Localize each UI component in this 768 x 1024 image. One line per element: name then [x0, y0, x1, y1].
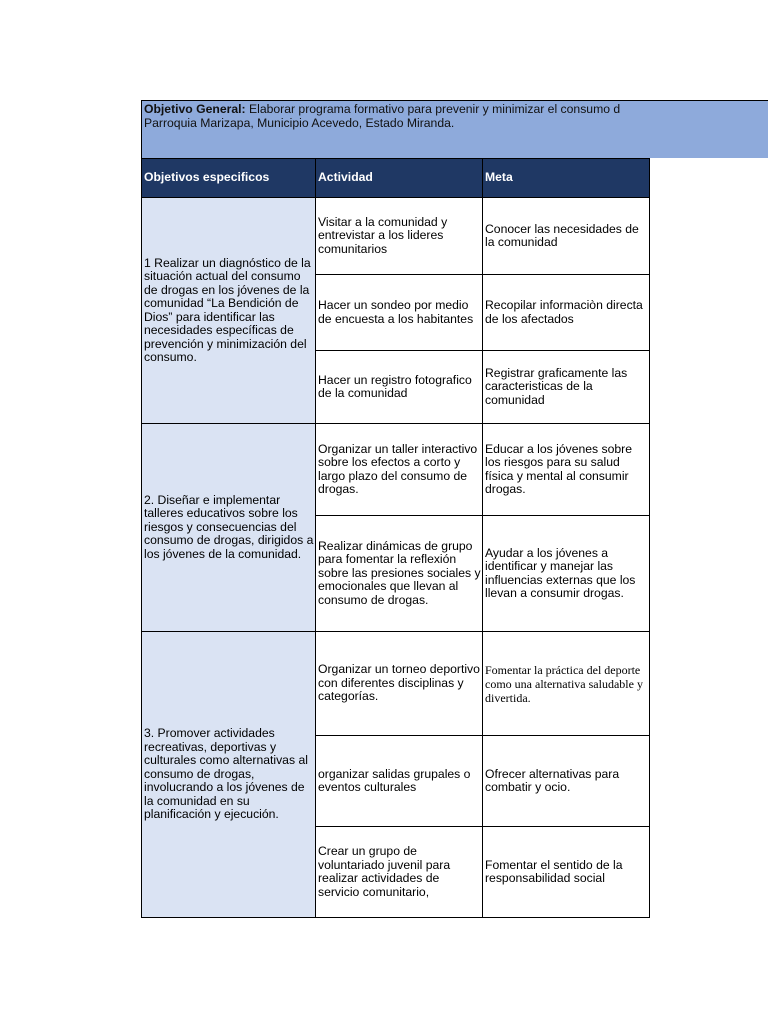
objetivo-general-banner — [141, 100, 768, 158]
table-row — [142, 198, 650, 275]
meta-cell: Fomentar el sentido de la responsabilidad social — [483, 827, 650, 918]
table-row — [142, 632, 650, 736]
meta-cell: Registrar graficamente las caracteristicas de la comunidad — [483, 351, 650, 424]
objective-2-cell: 2. Diseñar e implementar talleres educativos sobre los riesgos y consecuencias del consumo de drogas, dirigidos a los jóvenes de la comunidad. — [142, 424, 316, 632]
actividad-cell: Organizar un taller interactivo sobre los efectos a corto y largo plazo del consumo de drogas. — [316, 424, 483, 516]
objectives-table — [141, 158, 650, 918]
actividad-cell: Crear un grupo de voluntariado juvenil para realizar actividades de servicio comunitario, — [316, 827, 483, 918]
objetivo-general-text: Elaborar programa formativo para prevenir y minimizar el consumo d — [245, 102, 621, 116]
objetivo-general-line2: Parroquia Marizapa, Municipio Acevedo, Estado Miranda. — [144, 116, 455, 130]
meta-cell: Ayudar a los jóvenes a identificar y manejar las influencias externas que los llevan a consumir drogas. — [483, 516, 650, 632]
header-objetivos: Objetivos especificos — [142, 159, 316, 198]
actividad-cell: Visitar a la comunidad y entrevistar a los lideres comunitarios — [316, 198, 483, 275]
meta-cell: Recopilar informaciòn directa de los afectados — [483, 275, 650, 351]
header-meta: Meta — [483, 159, 650, 198]
actividad-cell: Hacer un sondeo por medio de encuesta a los habitantes — [316, 275, 483, 351]
actividad-cell: Hacer un registro fotografico de la comunidad — [316, 351, 483, 424]
table-row — [142, 424, 650, 516]
actividad-cell: organizar salidas grupales o eventos culturales — [316, 736, 483, 827]
meta-cell: Conocer las necesidades de la comunidad — [483, 198, 650, 275]
meta-cell: Fomentar la práctica del deporte como una alternativa saludable y divertida. — [483, 632, 650, 736]
objetivo-general-label: Objetivo General: — [144, 102, 246, 116]
table-header-row — [142, 159, 650, 198]
actividad-cell: Realizar dinámicas de grupo para fomentar la reflexión sobre las presiones sociales y emocionales que llevan al consumo de drogas. — [316, 516, 483, 632]
meta-cell: Ofrecer alternativas para combatir y ocio. — [483, 736, 650, 827]
header-actividad: Actividad — [316, 159, 483, 198]
objective-3-cell: 3. Promover actividades recreativas, deportivas y culturales como alternativas al consumo de drogas, involucrando a los jóvenes de la comunidad en su planificación y ejecución. — [142, 632, 316, 918]
actividad-cell: Organizar un torneo deportivo con diferentes disciplinas y categorías. — [316, 632, 483, 736]
objetivo-general-line1 — [144, 102, 766, 116]
meta-cell: Educar a los jóvenes sobre los riesgos para su salud física y mental al consumir drogas. — [483, 424, 650, 516]
objective-1-cell: 1 Realizar un diagnóstico de la situación actual del consumo de drogas en los jóvenes de la comunidad “La Bendición de Dios” para identificar las necesidades específicas de prevención y minimización del consumo. — [142, 198, 316, 424]
